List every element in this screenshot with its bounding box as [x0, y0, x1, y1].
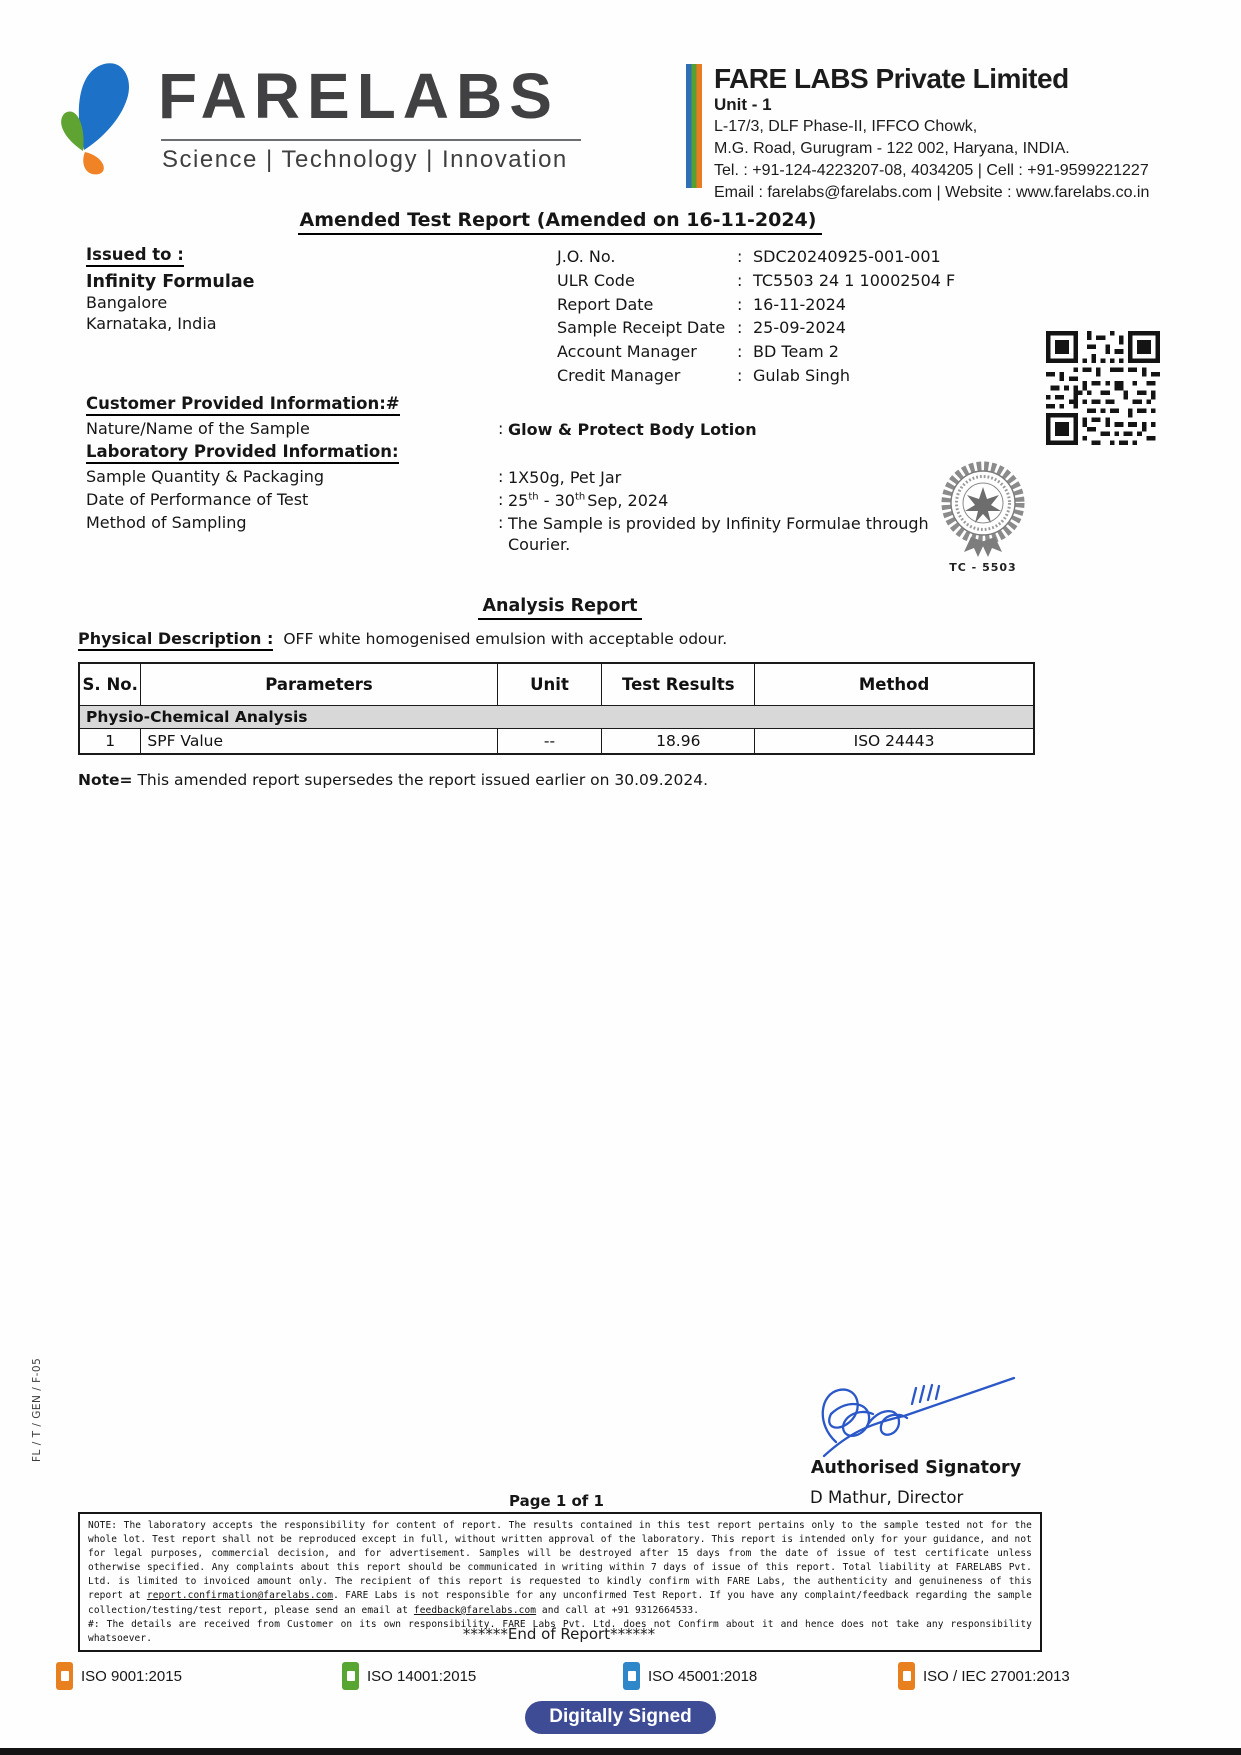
- digitally-signed-badge: Digitally Signed: [525, 1701, 716, 1734]
- iso-45001-icon: [623, 1662, 640, 1690]
- brand-wordmark: FARELABS: [158, 60, 559, 132]
- cell-s-no: 1: [79, 729, 141, 755]
- issued-to-heading: Issued to :: [86, 245, 184, 267]
- table-section-row: Physio-Chemical Analysis: [79, 706, 1034, 729]
- report-title: Amended Test Report (Amended on 16-11-2024): [80, 209, 1040, 235]
- iso-14001-icon: [342, 1662, 359, 1690]
- amendment-note: [78, 771, 708, 789]
- meta-row-report-date: Report Date : 16-11-2024: [557, 293, 955, 317]
- lab-info-row-quantity: Sample Quantity & Packaging : 1X50g, Pet Jar: [86, 467, 938, 488]
- cell-result: 18.96: [602, 729, 755, 755]
- page-number: Page 1 of 1: [509, 1492, 604, 1510]
- header-test-results: Test Results: [602, 663, 755, 706]
- accreditation-seal: [933, 455, 1033, 574]
- iso-27001-icon: [898, 1662, 915, 1690]
- notice-text: NOTE: The laboratory accepts the responsibility for content of report. The results contained in this test report pertains only to the sample tested not for the whole lot. Test report shall not be reproduced except in full, without written approval of the laboratory. This report is intended only for your guidance, and not for legal purposes, commercial decision, and for advertisement. Samples will be destroyed after 15 days from the date of issue of test certificate unless otherwise specified. Any complaints about this report should be communicated in writing within 7 days of issue of this report. Total liability at FARELABS Pvt. Ltd. is limited to invoiced amount only. The recipient of this report is requested to kindly confirm with FARE Labs, the authenticity and genuineness of this report at report.confirmation@farelabs.com. FARE Labs is not responsible for any unconfirmed Test Report. If you have any complaint/feedback regarding the sample collection/testing/test report, please send an email at feedback@farelabs.com and call at +91 9312664533.: [88, 1520, 1032, 1616]
- meta-row-jo-no: J.O. No. : SDC20240925-001-001: [557, 245, 955, 269]
- digitally-signed-wrap: [0, 1701, 1241, 1734]
- sample-name-label: Nature/Name of the Sample: [86, 419, 310, 438]
- cell-unit: --: [497, 729, 602, 755]
- lab-info-row-sampling-method: Method of Sampling : The Sample is provided by Infinity Formulae through Courier.: [86, 513, 938, 555]
- color-stripe-icon: [686, 64, 702, 188]
- physical-description: [78, 629, 727, 648]
- analysis-report-heading: Analysis Report: [80, 596, 1040, 620]
- company-address-line-2: M.G. Road, Gurugram - 122 002, Haryana, INDIA.: [714, 140, 1070, 157]
- issued-to-city: Bangalore: [86, 293, 168, 312]
- iso-9001-icon: [56, 1662, 73, 1690]
- table-row: [79, 729, 1034, 755]
- table-header-row: [79, 663, 1034, 706]
- brand-underline: [161, 139, 581, 141]
- authorised-signatory-label: Authorised Signatory: [810, 1458, 1022, 1478]
- company-address-line-1: L-17/3, DLF Phase-II, IFFCO Chowk,: [714, 118, 978, 135]
- iso-badge-27001: ISO / IEC 27001:2013: [898, 1662, 1070, 1690]
- iso-badge-14001: ISO 14001:2015: [342, 1662, 476, 1690]
- cell-parameter: SPF Value: [141, 729, 497, 755]
- sample-name-value: Glow & Protect Body Lotion: [508, 420, 757, 439]
- performance-date-value: 25th - 30th Sep, 2024: [508, 491, 669, 510]
- signatory-name: D Mathur, Director: [810, 1488, 964, 1507]
- meta-row-ulr-code: ULR Code : TC5503 24 1 10002504 F: [557, 269, 955, 293]
- header-unit: Unit: [497, 663, 602, 706]
- brand-tagline: Science | Technology | Innovation: [162, 146, 568, 173]
- header-method: Method: [755, 663, 1034, 706]
- issued-to-name: Infinity Formulae: [86, 272, 255, 292]
- iso-badge-9001: ISO 9001:2015: [56, 1662, 182, 1690]
- company-header: [686, 64, 1149, 204]
- note-text: This amended report supersedes the report issued earlier on 30.09.2024.: [132, 771, 709, 789]
- results-table: [78, 662, 1035, 755]
- lab-info-row-performance-date: Date of Performance of Test : 25th - 30th Sep, 2024: [86, 490, 938, 511]
- meta-row-credit-manager: Credit Manager : Gulab Singh: [557, 364, 955, 388]
- customer-info-heading: Customer Provided Information:#: [86, 394, 400, 416]
- confirmation-email-link: report.confirmation@farelabs.com: [146, 1590, 334, 1602]
- company-phone-line: Tel. : +91-124-4223207-08, 4034205 | Cell : +91-9599221227: [714, 162, 1149, 179]
- seal-caption: TC - 5503: [949, 561, 1017, 574]
- physical-description-label: Physical Description :: [78, 629, 273, 651]
- iso-badge-45001: ISO 45001:2018: [623, 1662, 757, 1690]
- scan-bottom-edge: [0, 1748, 1241, 1755]
- company-email-line: Email : farelabs@farelabs.com | Website : www.farelabs.co.in: [714, 184, 1150, 201]
- meta-row-sample-receipt-date: Sample Receipt Date : 25-09-2024: [557, 316, 955, 340]
- customer-info-row: [86, 419, 938, 440]
- end-of-report: ******End of Report******: [462, 1625, 656, 1643]
- form-code: FL / T / GEN / F-05: [31, 1357, 43, 1462]
- report-meta: [557, 245, 955, 388]
- signature-scribble-image: [806, 1366, 1024, 1466]
- header-parameters: Parameters: [141, 663, 497, 706]
- cell-method: ISO 24443: [755, 729, 1034, 755]
- physical-description-text: OFF white homogenised emulsion with acceptable odour.: [283, 630, 728, 648]
- issued-to-block: [86, 245, 255, 334]
- meta-row-account-manager: Account Manager : BD Team 2: [557, 340, 955, 364]
- note-label: Note=: [78, 771, 133, 789]
- feedback-email-link: feedback@farelabs.com: [413, 1604, 537, 1616]
- company-name: FARE LABS Private Limited: [714, 63, 1069, 94]
- company-unit: Unit - 1: [714, 95, 772, 114]
- lab-info-heading: Laboratory Provided Information:: [86, 442, 399, 464]
- issued-to-state: Karnataka, India: [86, 314, 217, 333]
- header-s-no: S. No.: [79, 663, 141, 706]
- accreditation-seal-icon: [933, 455, 1033, 559]
- notice-hash-line: #: The details are received from Customer on its own responsibility. FARE Labs Pvt. Ltd. does not Confirm about it and hence does not take any responsibility whatsoever.: [88, 1618, 1032, 1644]
- farelabs-logo-icon: [56, 50, 160, 178]
- qr-code-icon: [1046, 331, 1160, 445]
